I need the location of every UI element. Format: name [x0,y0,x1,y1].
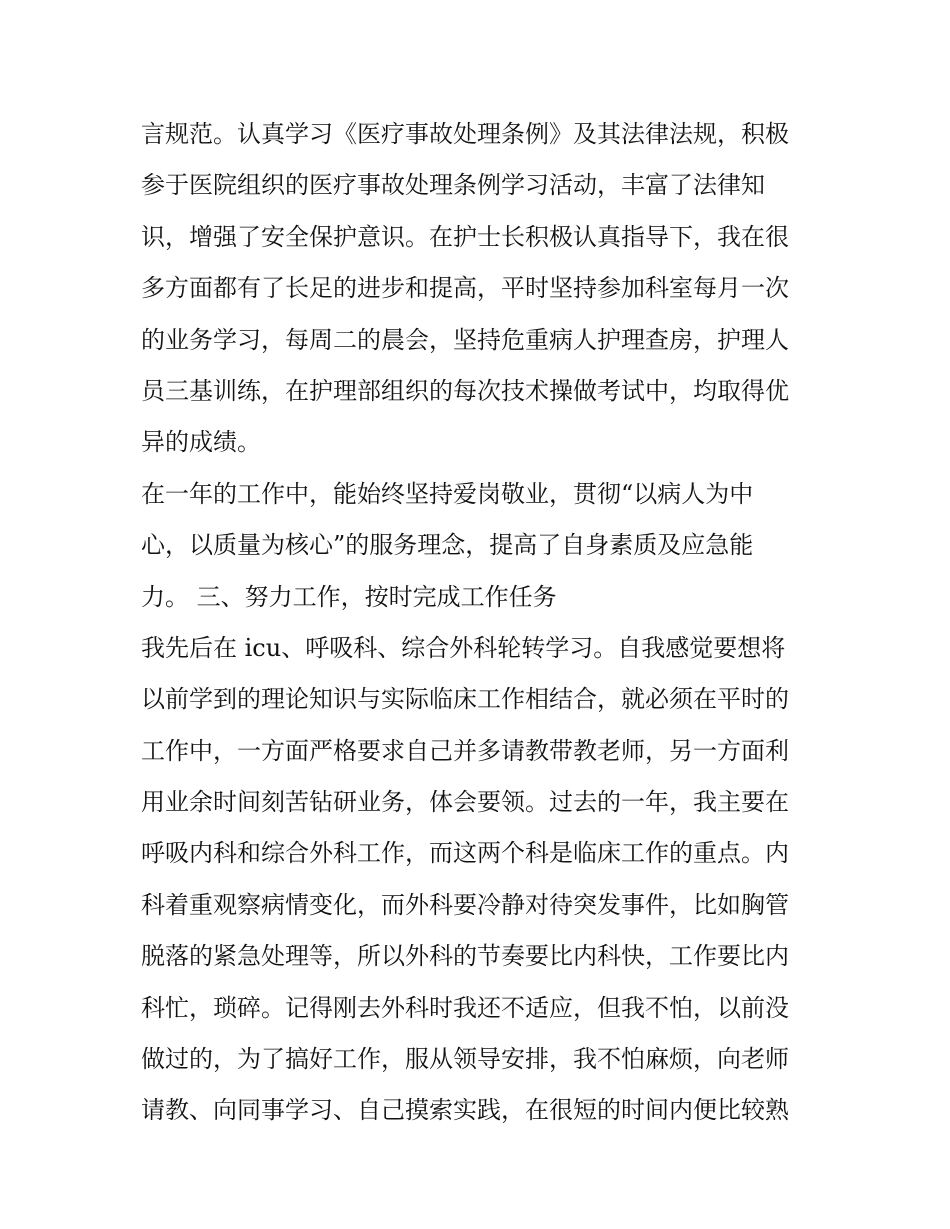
text-line: 做过的，为了搞好工作，服从领导安排，我不怕麻烦，向老师 [141,1045,789,1074]
body-text [141,109,821,1137]
text-line: 言规范。认真学习《医疗事故处理条例》及其法律法规，积极 [141,120,789,148]
text-line: 请教、向同事学习、自己摸索实践，在很短的时间内便比较熟 [141,1096,789,1125]
text-line: 以前学到的理论知识与实际临床工作相结合，就必须在平时的 [141,685,789,714]
text-line: 用业余时间刻苦钻研业务，体会要领。过去的一年，我主要在 [141,788,789,817]
text-line: 识，增强了安全保护意识。在护士长积极认真指导下，我在很 [141,222,789,251]
text-line: 脱落的紧急处理等，所以外科的节奏要比内科快，工作要比内 [141,942,789,971]
text-line: 力。 三、努力工作，按时完成工作任务 [141,582,557,611]
text-line: 在一年的工作中，能始终坚持爱岗敬业，贯彻“以病人为中 [141,479,754,508]
text-line: 工作中，一方面严格要求自己并多请教带教老师，另一方面利 [141,736,789,765]
text-line: 科着重观察病情变化，而外科要冷静对待突发事件，比如胸管 [141,890,789,919]
text-line: 科忙，琐碎。记得刚去外科时我还不适应，但我不怕，以前没 [141,993,789,1022]
text-line: 员三基训练，在护理部组织的每次技术操做考试中，均取得优 [141,376,789,405]
text-line: 多方面都有了长足的进步和提高，平时坚持参加科室每月一次 [141,274,789,303]
text-line: 异的成绩。 [141,428,261,457]
text-line: 参于医院组织的医疗事故处理条例学习活动，丰富了法律知 [141,171,765,200]
text-line: 心，以质量为核心”的服务理念，提高了自身素质及应急能 [141,531,754,560]
text-line: 呼吸内科和综合外科工作，而这两个科是临床工作的重点。内 [141,839,789,868]
text-line: 的业务学习，每周二的晨会，坚持危重病人护理查房，护理人 [141,325,789,354]
text-line: 我先后在 icu、呼吸科、综合外科轮转学习。自我感觉要想将 [141,633,786,662]
